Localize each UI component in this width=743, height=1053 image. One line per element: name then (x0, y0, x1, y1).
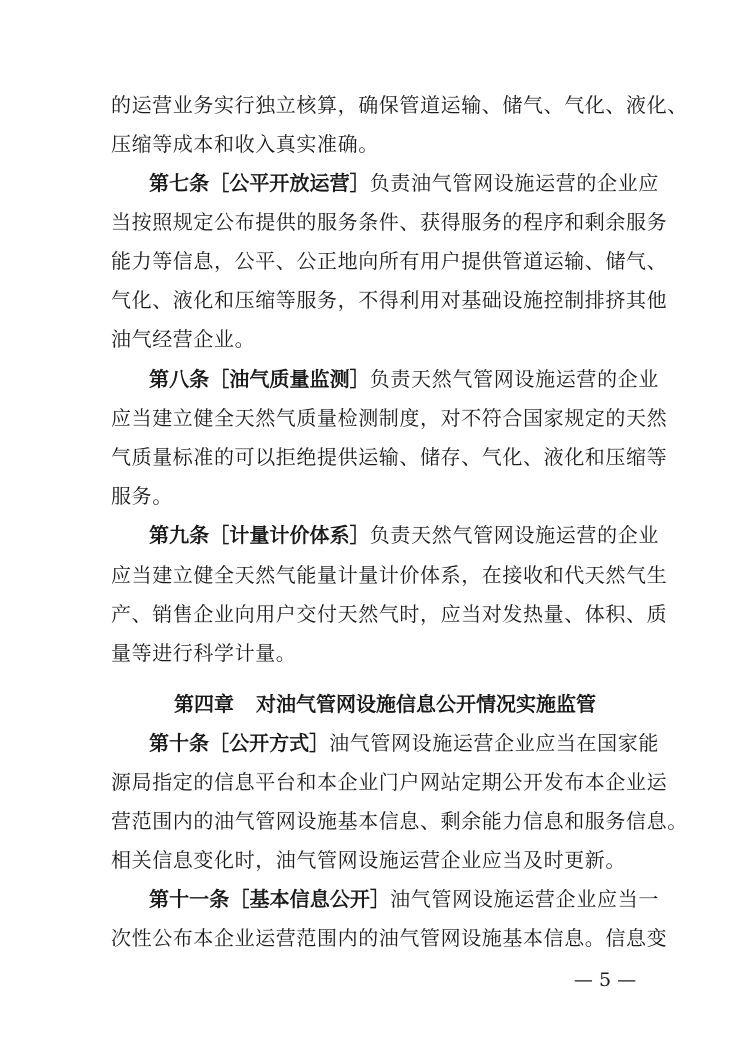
text-line: 产、销售企业向用户交付天然气时，应当对发热量、体积、质 (111, 602, 668, 626)
page-number: — 5 — (573, 969, 637, 991)
text-line: 油气经营企业。 (111, 327, 256, 351)
article-11-title: 第十一条［基本信息公开］ (149, 887, 391, 911)
text-line: 气质量标准的可以拒绝提供运输、储存、气化、液化和压缩等 (111, 445, 668, 469)
article-10-first-line (149, 728, 659, 758)
text-line: 营范围内的油气管网设施基本信息、剩余能力信息和服务信息。 (111, 809, 688, 833)
chapter-heading (111, 689, 659, 719)
chapter-number: 第四章 (174, 692, 234, 716)
text-span: 油气管网设施运营企业应当一 (390, 887, 659, 911)
article-8-title: 第八条［油气质量监测］ (149, 367, 370, 391)
article-8-first-line (149, 364, 659, 394)
text-line: 气化、液化和压缩等服务，不得利用对基础设施控制排挤其他 (111, 288, 668, 312)
text-span: 油气管网设施运营企业应当在国家能 (329, 731, 660, 755)
article-10-title: 第十条［公开方式］ (149, 731, 330, 755)
text-line: 的运营业务实行独立核算，确保管道运输、储气、气化、液化、 (111, 93, 688, 117)
article-7-first-line (149, 168, 659, 198)
chapter-title: 对油气管网设施信息公开情况实施监管 (256, 692, 596, 716)
text-span: 负责天然气管网设施运营的企业 (369, 523, 659, 547)
text-span: 负责天然气管网设施运营的企业 (369, 367, 659, 391)
text-line: 应当建立健全天然气质量检测制度，对不符合国家规定的天然 (111, 406, 668, 430)
text-line: 源局指定的信息平台和本企业门户网站定期公开发布本企业运 (111, 770, 668, 794)
text-line: 相关信息变化时，油气管网设施运营企业应当及时更新。 (111, 848, 626, 872)
text-line: 量等进行科学计量。 (111, 641, 297, 665)
article-9-title: 第九条［计量计价体系］ (149, 523, 370, 547)
text-line: 服务。 (111, 484, 173, 508)
text-line: 应当建立健全天然气能量计量计价体系，在接收和代天然气生 (111, 563, 668, 587)
text-span: 负责油气管网设施运营的企业应 (369, 171, 659, 195)
article-7-title: 第七条［公平开放运营］ (149, 171, 370, 195)
text-line: 当按照规定公布提供的服务条件、获得服务的程序和剩余服务 (111, 210, 668, 234)
text-line: 压缩等成本和收入真实准确。 (111, 132, 379, 156)
article-11-first-line (149, 884, 659, 914)
text-line: 次性公布本企业运营范围内的油气管网设施基本信息。信息变 (111, 926, 668, 950)
text-line: 能力等信息，公平、公正地向所有用户提供管道运输、储气、 (111, 249, 668, 273)
article-9-first-line (149, 520, 659, 550)
